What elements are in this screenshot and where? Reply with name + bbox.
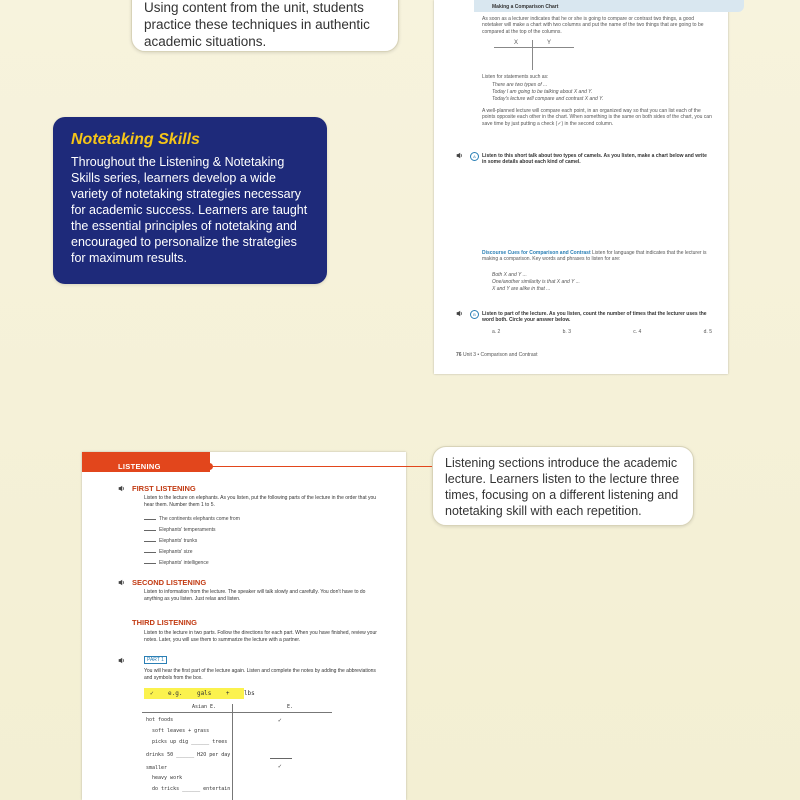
third-listening-title: THIRD LISTENING (132, 618, 197, 627)
note-line: do tricks ______ entertain (152, 786, 231, 792)
audio-icon[interactable] (118, 485, 125, 492)
callout-connector-line (210, 466, 432, 467)
notes-chart-divider (232, 704, 233, 800)
t-chart-horizontal (494, 47, 574, 48)
second-listening-text: Listen to information from the lecture. The speaker will talk slowly and carefully. You don't have to do anything as you listen. Just relax and listen. (144, 589, 366, 602)
answer-option[interactable]: a. 2 (492, 329, 501, 335)
book-page-comparison (434, 0, 728, 374)
exercise-a-text: Listen to this short talk about two types of camels. As you listen, make a chart below and write in some details about each kind of camel. (482, 153, 707, 166)
audio-icon[interactable] (456, 310, 463, 317)
checkmark-icon: ✓ (278, 717, 282, 724)
callout-practice (131, 0, 399, 52)
section-header (474, 0, 744, 12)
well-planned-text: A well-planned lecture will compare each point, in an organized way so that you can list each of the points opposite each other in the chart. When something is the same on both sides of the chart, you can save time by just putting a check (✓) in the second column. (482, 108, 712, 127)
discourse-example-2: One/another similarity is that X and Y ... (492, 279, 580, 285)
first-listening-text: Listen to the lecture on elephants. As you listen, put the following parts of the lecture in the order that you hear them. Number them 1 to 5. (144, 495, 377, 508)
listening-bar-label: LISTENING (118, 462, 161, 471)
callout-notetaking (53, 117, 327, 284)
note-line: picks up dig ______ trees (152, 739, 228, 745)
exercise-number-icon: B (470, 310, 479, 319)
t-chart-y: Y (547, 40, 552, 46)
callout-practice-text: Using content from the unit, students practice these techniques in authentic academic situations. (144, 0, 370, 49)
col-african: E. (287, 704, 294, 710)
col-asian: Asian E. (192, 704, 217, 710)
order-item: Elephants' intelligence (144, 560, 209, 566)
checkmark-icon: ✓ (278, 763, 282, 770)
audio-icon[interactable] (118, 657, 125, 664)
example-1: There are two types of ... (492, 82, 548, 88)
listening-bar (82, 452, 210, 472)
discourse-title: Discourse Cues for Comparison and Contrast (482, 250, 591, 256)
exercise-number-icon: A (470, 152, 479, 161)
first-listening-title: FIRST LISTENING (132, 484, 196, 493)
order-item: The continents elephants come from (144, 516, 240, 522)
callout-connector-dot (206, 463, 213, 470)
part-text: You will hear the first part of the lecture again. Listen and complete the notes by adding the abbreviations and symbols from the box. (144, 668, 376, 681)
book-page-listening (82, 452, 406, 800)
audio-icon[interactable] (118, 579, 125, 586)
t-chart-x: X (514, 40, 519, 46)
listen-for: Listen for statements such as: (482, 74, 549, 80)
note-line: smaller (146, 765, 168, 771)
exercise-b-text: Listen to part of the lecture. As you listen, count the number of times that the lecturer uses the word both. Circle your answer below. (482, 311, 707, 324)
note-line: drinks 50 ______ H2O per day (146, 752, 231, 758)
discourse-cues (482, 250, 712, 263)
page-number: 76 (456, 352, 462, 358)
t-chart-vertical (532, 40, 533, 70)
note-line: soft leaves + grass (152, 728, 210, 734)
page-footer (456, 352, 538, 358)
third-listening-text: Listen to the lecture in two parts. Follow the directions for each part. When you have finished, review your notes. Later, you will use them to summarize the lecture with a partner. (144, 630, 377, 643)
discourse-body: Listen for language that indicates that the lecturer is making a comparison. Key words and phrases to listen for are: (482, 250, 707, 263)
order-item: Elephants' size (144, 549, 192, 555)
callout-listening-text: Listening sections introduce the academic lecture. Learners listen to the lecture three times, focusing on a different listening and notetaking skill with each repetition. (445, 456, 680, 518)
footer-text: Unit 3 • Comparison and Contrast (462, 352, 538, 358)
notes-chart-rule (142, 712, 332, 713)
example-2: Today I am going to be talking about X and Y. (492, 89, 593, 95)
discourse-example-1: Both X and Y ... (492, 272, 527, 278)
answer-option[interactable]: b. 3 (562, 329, 571, 335)
second-listening-title: SECOND LISTENING (132, 578, 207, 587)
notetaking-title: Notetaking Skills (71, 131, 200, 148)
audio-icon[interactable] (456, 152, 463, 159)
section-header-title: Making a Comparison Chart (492, 4, 559, 10)
order-item: Elephants' trunks (144, 538, 197, 544)
answer-options (492, 329, 712, 335)
symbol-list: ✓ e.g. gals + lbs (150, 690, 255, 697)
notetaking-body: Throughout the Listening & Notetaking Skills series, learners develop a wide variety of notetaking strategies necessary for academic success. Learners are taught the essential principles of notetaking and encouraged to personalize the strategies for maximum results. (71, 155, 308, 265)
callout-listening (432, 446, 694, 526)
note-line: hot foods (146, 717, 174, 723)
part-label: PART 1 (144, 656, 167, 664)
answer-blank[interactable] (270, 758, 292, 759)
discourse-example-3: X and Y are alike in that ... (492, 286, 551, 292)
intro-text: As soon as a lecturer indicates that he or she is going to compare or contrast two things, a good notetaker will make a chart with two columns and put the name of the two things that are going to be compared at the top of the columns. (482, 16, 704, 35)
answer-option[interactable]: c. 4 (633, 329, 642, 335)
note-line: heavy work (152, 775, 183, 781)
symbol-box (144, 688, 255, 699)
example-3: Today's lecture will compare and contrast X and Y. (492, 96, 604, 102)
order-item: Elephants' temperaments (144, 527, 216, 533)
answer-option[interactable]: d. 5 (703, 329, 712, 335)
